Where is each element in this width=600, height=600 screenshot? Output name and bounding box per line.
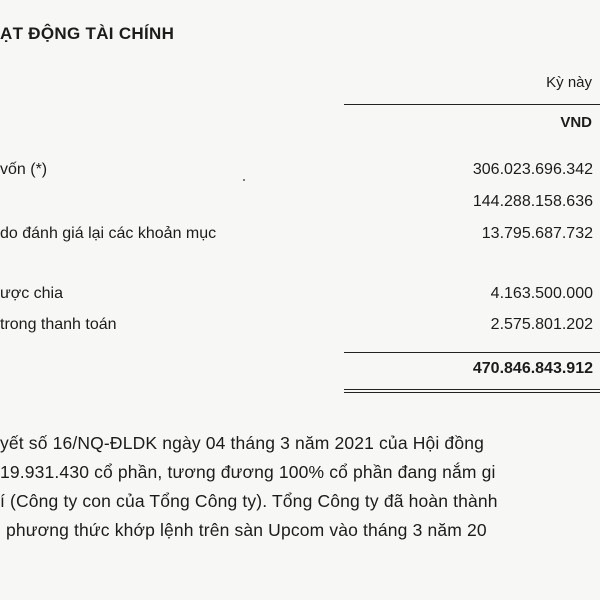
row-value-2: 144.288.158.636 [472, 193, 593, 210]
header-divider [344, 104, 600, 105]
total-double-underline-top [344, 389, 600, 390]
row-label-payment-discount: trong thanh toán [0, 316, 117, 333]
section-heading: ẠT ĐỘNG TÀI CHÍNH [0, 24, 175, 43]
row-label-capital: vốn (*) [0, 161, 48, 178]
note-line-4: phương thức khớp lệnh trên sàn Upcom vào tháng 3 năm 20 [6, 520, 487, 540]
total-value: 470.846.843.912 [472, 360, 593, 377]
column-header-current-period: Kỳ này [546, 74, 592, 91]
total-double-underline-bottom [344, 392, 600, 393]
scan-speck [243, 179, 245, 181]
row-value-payment-discount: 2.575.801.202 [490, 316, 593, 333]
note-line-2: 19.931.430 cổ phần, tương đương 100% cổ phần đang nắm gi [0, 462, 496, 482]
row-label-dividends: ược chia [0, 285, 63, 302]
row-value-capital: 306.023.696.342 [472, 161, 593, 178]
note-line-3: í (Công ty con của Tổng Công ty). Tổng Công ty đã hoàn thành [0, 491, 498, 511]
column-unit-label: VND [560, 114, 592, 131]
note-line-1: yết số 16/NQ-ĐLDK ngày 04 tháng 3 năm 2021 của Hội đồng [0, 433, 484, 453]
row-value-dividends: 4.163.500.000 [490, 285, 593, 302]
row-label-revaluation: do đánh giá lại các khoản mục [0, 225, 217, 242]
row-value-revaluation: 13.795.687.732 [481, 225, 593, 242]
sum-divider [344, 352, 600, 353]
